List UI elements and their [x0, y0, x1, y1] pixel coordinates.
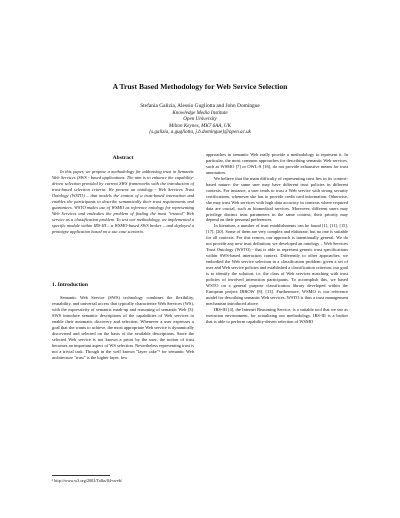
institute: Knowledge Media Institute	[172, 109, 228, 116]
right-paragraph-2: We believe that the main difficulty of representing trust lies in its context-based nature: the same user may have different trust policies in different contexts. For instance, a user tends to trust a Web service with strong security certifications, whenever she has to provide credit card information. Otherwise, she may trust Web services with high data accuracy in contexts where required data are crucial, such as biomedical services. Moreover, different users may privilege distinct trust parameters in the same context; their priority may depend on their personal preferences.	[206, 175, 348, 223]
right-paragraph-1: approaches in semantic Web really provide a methodology to represent it. In particular, the most common approaches for describing semantic Web services, such as WSMO [7] or OWL-S [16], do not provide exhaustive means for trust annotation.	[206, 152, 348, 175]
right-paragraph-4: IRS-III [4], the Internet Reasoning Service, is a suitable tool that we use as execution environment, for actualizing our methodology. IRS-III is a broker that is able to perform capability-driven selection of WSMO	[206, 306, 348, 324]
abstract-text: In this paper, we propose a methodology for addressing trust in Semantic Web Services (SWS - based applications. The aim is to enhance the capability-driven selection provided by current SWS frameworks with the introduction of trust-based selection criteria. We present an ontology - Web Services Trust Ontology (WSTO) – that models the context of a trust-based interaction and enables the participants to describe semantically their trust requirements and guarantees. WSTO makes use of WSMO as reference ontology for representing Web Services and embodies the problem of finding the most "trusted" Web service as a classification problem. To test our methodology, we implemented a specific module within IRS-III – a WSMO-based SWS broker – and deployed a prototype application based on a use case scenario.	[52, 169, 194, 234]
city: Milton Keynes, MK7 6AA, UK	[169, 122, 231, 129]
paper-title: A Trust Based Methodology for Web Service Selection	[112, 82, 288, 91]
author-block	[0, 103, 400, 136]
university: Open University	[183, 116, 217, 123]
intro-text: Semantic Web Service (SWS) technology combines the flexibility, reusability, and universal access that typically characterize Web Services (WS), with the expressivity of semantic mark-up and reasoning of semantic Web [3]. SWS introduce semantic descriptions of the capabilities of Web services to enable their automatic discovery and selection. Whenever a user expresses a goal that she wants to achieve, the most appropriate Web service is dynamically discovered and selected on the basis of the available descriptions. Since the selected Web service is not known a priori by the user, the notion of trust becomes an important aspect of WS selection. Nevertheless representing trust is not a trivial task. Though in the well known "layer cake"¹ for semantic Web architecture "trust" is the higher layer, few	[52, 295, 194, 360]
intro-heading: 1. Introduction	[52, 282, 88, 288]
footnote: ¹ http://www.w3.org/2002/Talks/04-sweb/	[52, 478, 123, 483]
footnote-divider	[52, 475, 110, 476]
right-paragraph-3: In literature, a number of trust establishments can be found [1], [11], [15], [17], [20]. Some of them are very complex and elaborate, but no one is suitable for all contexts. For this reason, our approach is intentionally general. We do not provide any new trust definition; we developed an ontology – Web Services Trust Ontology (WSTO) - that is able to represent generic trust specifications within SWS-based interaction context. Differently to other approaches, we embodied the Web service selection in a classification problem: given a set of user and Web service policies and established a classification criterion, our goal is to identify the solution, i.e. the class of Web services matching with trust policies of involved interaction participants. To accomplish this, we based WSTO on a general purpose classification library developed within the European project IBROW [8], [13]. Furthermore, WSMO is our reference model for describing semantic Web services. WSTO is thus a trust management mechanism introduced above.	[206, 223, 348, 306]
emails: {s.galizia, a.gugliotta, j.b.domingue}@open.ac.uk	[149, 129, 251, 136]
right-column	[206, 152, 348, 325]
author-names: Stefania Galizia, Alessio Gugliotta and John Domingue	[140, 103, 260, 109]
abstract-heading: Abstract	[112, 155, 134, 161]
